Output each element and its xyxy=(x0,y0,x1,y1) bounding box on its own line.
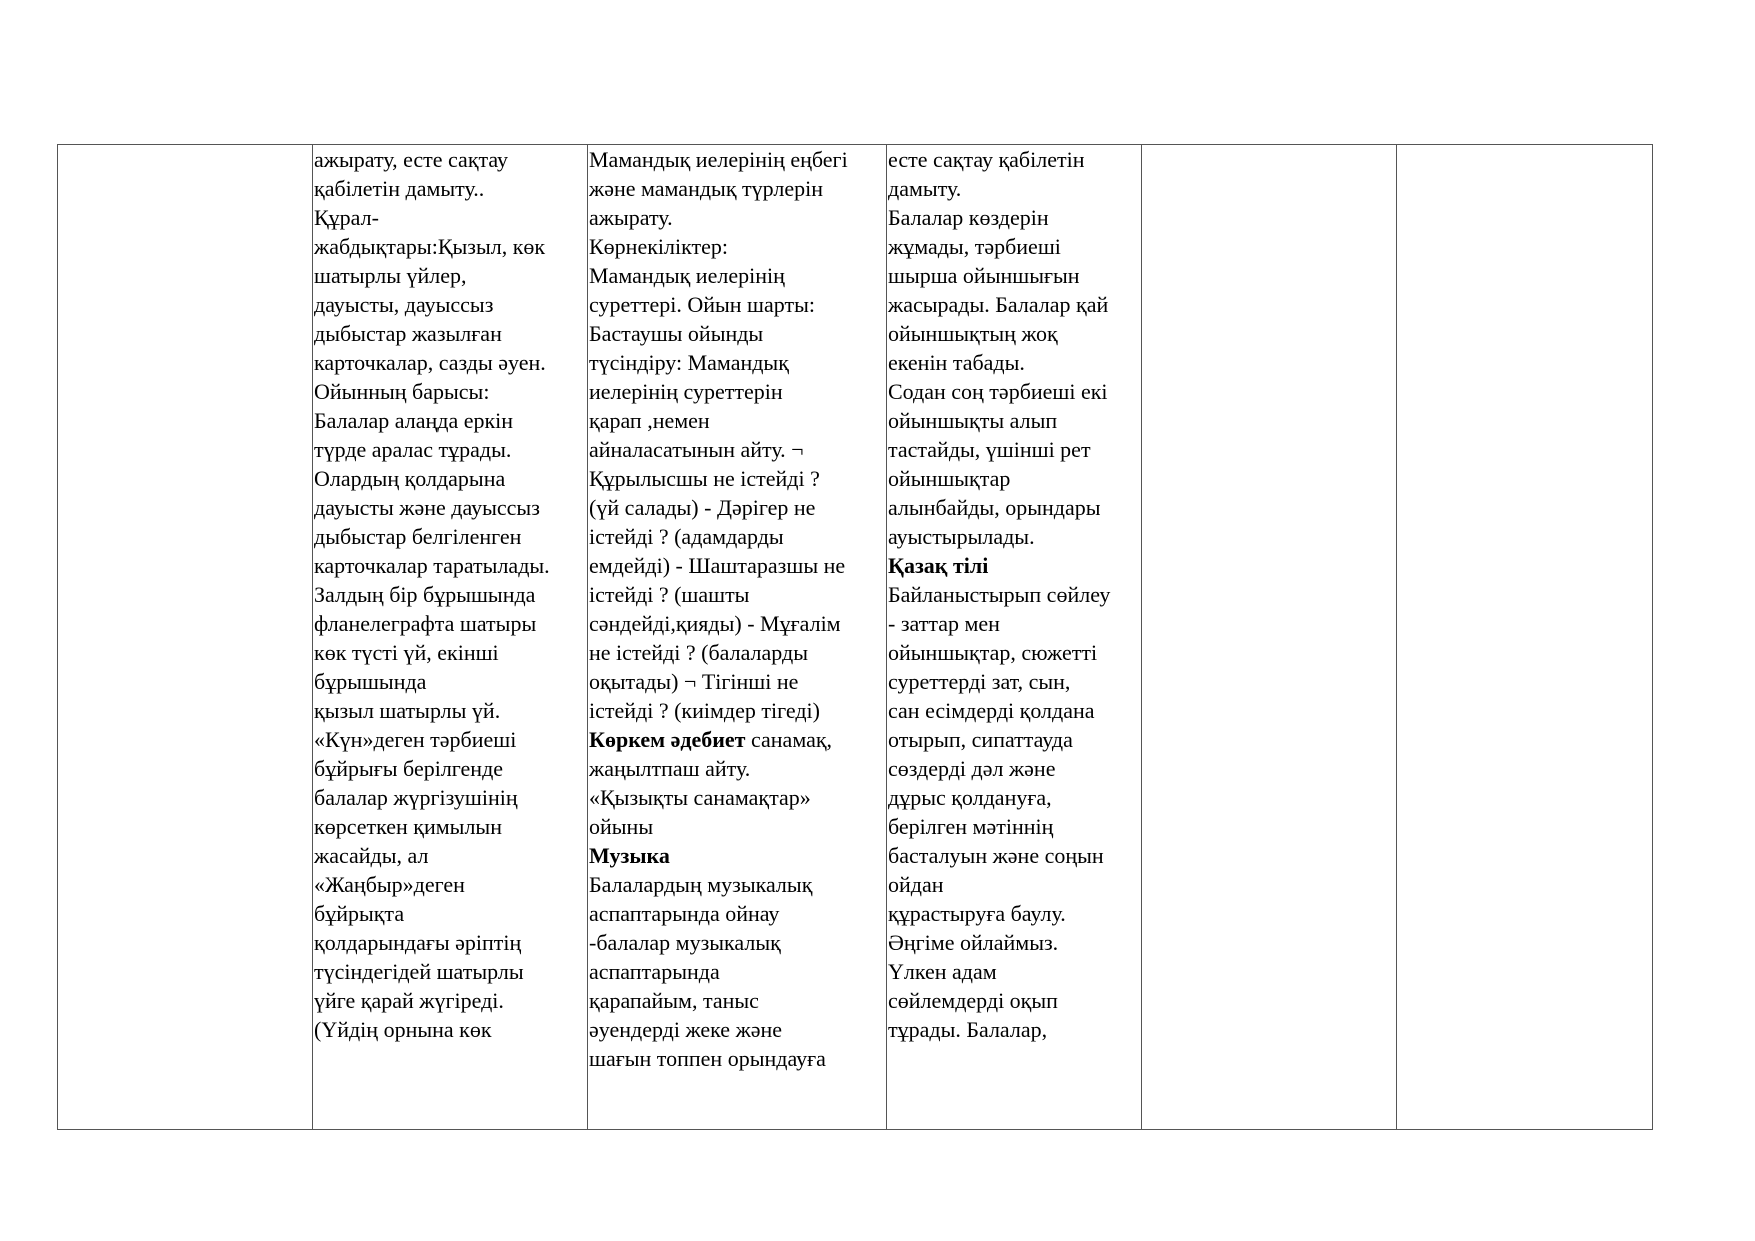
text-line: суреттері. Ойын шарты: xyxy=(589,292,815,317)
text-line: Үлкен адам xyxy=(888,959,997,984)
text-line: түсіндіру: Мамандық xyxy=(589,350,789,375)
text-line: - заттар мен xyxy=(888,611,1000,636)
text-line: фланелеграфта шатыры xyxy=(314,611,537,636)
text-line: істейді ? (адамдарды xyxy=(589,524,784,549)
table-cell-game-description xyxy=(313,145,588,1130)
text-line: шатырлы үйлер, xyxy=(314,263,467,288)
text-line: берілген мәтіннің xyxy=(888,814,1054,839)
text-line: және мамандық түрлерін xyxy=(589,176,823,201)
text-line: -балалар музыкалық xyxy=(589,930,781,955)
text-line: Ойынның барысы: xyxy=(314,379,490,404)
text-line: басталуын және соңын xyxy=(888,843,1104,868)
section-heading-literature: Көркем әдебиет xyxy=(589,727,746,752)
cell-text-column-2 xyxy=(313,145,587,1044)
text-line: ойыншықты алып xyxy=(888,408,1058,433)
text-line: үйге қарай жүгіреді. xyxy=(314,988,504,1013)
text-line: Олардың қолдарына xyxy=(314,466,506,491)
text-line: есте сақтау қабілетін xyxy=(888,147,1085,172)
text-line: тастайды, үшінші рет xyxy=(888,437,1091,462)
text-line: карточкалар таратылады. xyxy=(314,553,550,578)
text-line: ойыны xyxy=(589,814,654,839)
text-line: отырып, сипаттауда xyxy=(888,727,1073,752)
text-line: жұмады, тәрбиеші xyxy=(888,234,1061,259)
text-line: жасырады. Балалар қай xyxy=(888,292,1109,317)
text-line-justified xyxy=(314,928,586,957)
text-line: Әңгіме ойлаймыз. xyxy=(888,930,1059,955)
text-line: ажырату. xyxy=(589,205,673,230)
text-line: дұрыс қолдануға, xyxy=(888,785,1052,810)
text-line: Байланыстырып сөйлеу xyxy=(888,582,1111,607)
text-line: сәндейді,қияды) - Мұғалім xyxy=(589,611,841,636)
text-line: Содан соң тәрбиеші екі xyxy=(888,379,1108,404)
text-line: түрде аралас тұрады. xyxy=(314,437,512,462)
text-line: Балалар көздерін xyxy=(888,205,1049,230)
text-line: көк түсті үй, екінші xyxy=(314,640,499,665)
text-line: екенін табады. xyxy=(888,350,1025,375)
text-line: (үй салады) - Дәрігер не xyxy=(589,495,816,520)
section-heading-kazakh-language: Қазақ тілі xyxy=(888,553,989,578)
text-line: ауыстырылады. xyxy=(888,524,1035,549)
text-line: көрсеткен қимылын xyxy=(314,814,502,839)
text-line: ойдан xyxy=(888,872,944,897)
text-line: қабілетін дамыту.. xyxy=(314,176,485,201)
text-line: Залдың бір бұрышында xyxy=(314,582,536,607)
text-line: жасайды, ал xyxy=(314,843,429,868)
table-cell-empty-6 xyxy=(1397,145,1653,1130)
text-line: сан есімдерді қолдана xyxy=(888,698,1095,723)
cell-text-column-4 xyxy=(887,145,1141,1044)
text-line: Балалардың музыкалық xyxy=(589,872,813,897)
text-line: дауысты, дауыссыз xyxy=(314,292,494,317)
text-line: қарапайым, таныс xyxy=(589,988,759,1013)
text-line: (Үйдің орнына көк xyxy=(314,1017,492,1042)
text-line: жаңылтпаш айту. xyxy=(589,756,751,781)
text-line: сөздерді дәл және xyxy=(888,756,1056,781)
text-line: дыбыстар жазылған xyxy=(314,321,502,346)
text-line: Бастаушы ойынды xyxy=(589,321,764,346)
text-line: ойыншықтың жоқ xyxy=(888,321,1058,346)
text-line: шырша ойыншығын xyxy=(888,263,1080,288)
text-line: иелерінің суреттерін xyxy=(589,379,783,404)
text-line: шағын топпен орындауға xyxy=(589,1046,826,1071)
text-line: Мамандық иелерінің xyxy=(589,263,785,288)
table-cell-professions-game xyxy=(588,145,887,1130)
text-line: балалар жүргізушінің xyxy=(314,785,518,810)
text-line: тұрады. Балалар, xyxy=(888,1017,1048,1042)
text-line: не істейді ? (балаларды xyxy=(589,640,808,665)
text-line: карточкалар, сазды әуен. xyxy=(314,350,546,375)
text-line: Балалар алаңда еркін xyxy=(314,408,514,433)
table-cell-memory-game xyxy=(887,145,1142,1130)
text-line-justified xyxy=(314,957,586,986)
text-line: дыбыстар белгіленген xyxy=(314,524,522,549)
text-line: дамыту. xyxy=(888,176,962,201)
cell-text-column-3 xyxy=(588,145,886,1073)
text-line: дауысты және дауыссыз xyxy=(314,495,540,520)
section-heading-music: Музыка xyxy=(589,843,670,868)
text-line: ойыншықтар xyxy=(888,466,1011,491)
text-line: әуендерді жеке және xyxy=(589,1017,783,1042)
text-line: аспаптарында xyxy=(589,959,720,984)
schedule-table xyxy=(57,144,1653,1130)
text-line: сөйлемдерді оқып xyxy=(888,988,1058,1013)
text-word: түсіндегідей xyxy=(314,959,432,984)
text-line: айналасатынын айту. ¬ xyxy=(589,437,804,462)
text-line: Құрал- xyxy=(314,205,379,230)
text-line: аспаптарында ойнау xyxy=(589,901,780,926)
table-row xyxy=(58,145,1653,1130)
text-line: құрастыруға баулу. xyxy=(888,901,1066,926)
text-line: «Күн»деген тәрбиеші xyxy=(314,727,517,752)
text-line: бұрышында xyxy=(314,669,427,694)
table-cell-empty-5 xyxy=(1142,145,1397,1130)
text-line: бұйрығы берілгенде xyxy=(314,756,504,781)
text-line: «Қызықты санамақтар» xyxy=(589,785,811,810)
text-word: шатырлы xyxy=(436,959,524,984)
text-line xyxy=(589,725,886,754)
text-line: істейді ? (шашты xyxy=(589,582,750,607)
text-line: ажырату, есте сақтау xyxy=(314,147,509,172)
text-line: емдейді) - Шаштаразшы не xyxy=(589,553,846,578)
text-line: қарап ,немен xyxy=(589,408,710,433)
text-line: Құрылысшы не істейді ? xyxy=(589,466,820,491)
text-line: қызыл шатырлы үй. xyxy=(314,698,501,723)
text-word: қолдарындағы xyxy=(314,930,450,955)
text-word: санамақ, xyxy=(745,727,833,752)
text-line: Мамандық иелерінің еңбегі xyxy=(589,147,848,172)
text-line: «Жаңбыр»деген xyxy=(314,872,465,897)
text-line: жабдықтары:Қызыл, көк xyxy=(314,234,546,259)
text-line: бұйрықта xyxy=(314,901,405,926)
table-cell-empty-1 xyxy=(58,145,313,1130)
text-line: оқытады) ¬ Тігінші не xyxy=(589,669,799,694)
text-word: әріптің xyxy=(455,930,522,955)
text-line: ойыншықтар, сюжетті xyxy=(888,640,1098,665)
text-line: суреттерді зат, сын, xyxy=(888,669,1071,694)
text-line: істейді ? (киімдер тігеді) xyxy=(589,698,820,723)
text-line: алынбайды, орындары xyxy=(888,495,1101,520)
text-line: Көрнекіліктер: xyxy=(589,234,728,259)
